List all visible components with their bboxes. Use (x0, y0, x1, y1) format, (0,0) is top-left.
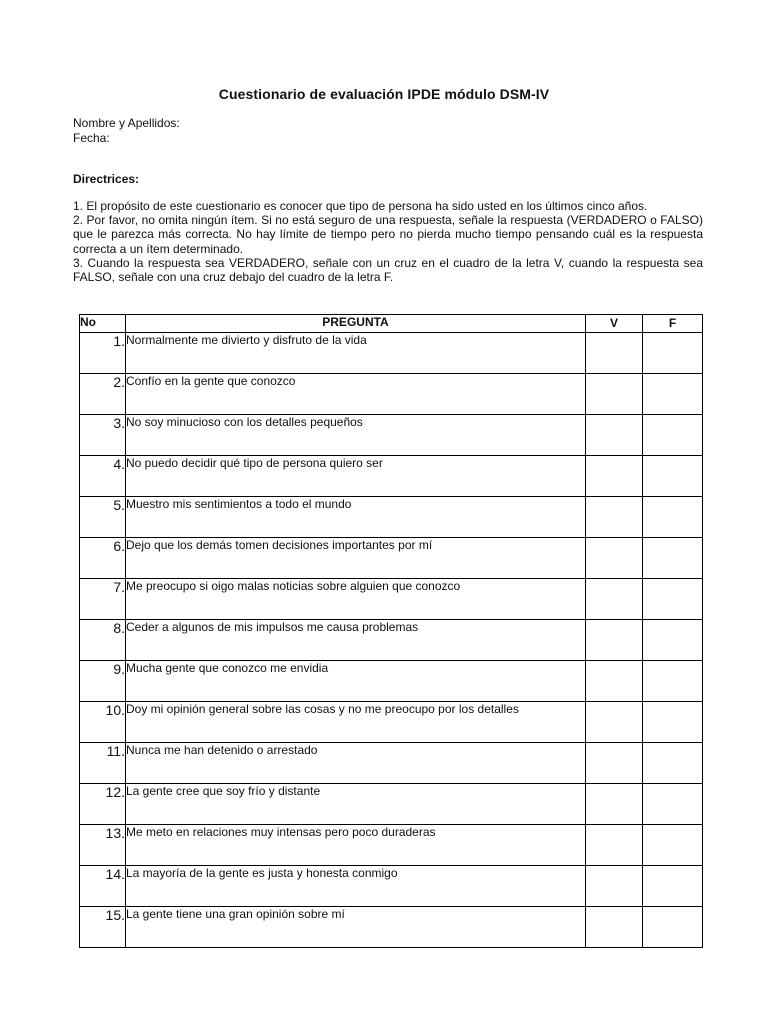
table-row (80, 333, 703, 374)
table-row (80, 374, 703, 415)
false-answer-box[interactable] (643, 579, 703, 620)
question-number: 5. (80, 497, 126, 538)
table-header-row (80, 315, 703, 333)
question-text: La gente cree que soy frío y distante (126, 784, 586, 825)
question-number: 6. (80, 538, 126, 579)
header-question: PREGUNTA (126, 315, 586, 333)
table-row (80, 743, 703, 784)
question-text: Ceder a algunos de mis impulsos me causa problemas (126, 620, 586, 661)
false-answer-box[interactable] (643, 333, 703, 374)
true-answer-box[interactable] (586, 907, 643, 948)
header-true: V (586, 315, 643, 333)
header-no: No (80, 315, 126, 333)
table-row (80, 907, 703, 948)
question-text: No soy minucioso con los detalles pequeños (126, 415, 586, 456)
question-text: Dejo que los demás tomen decisiones importantes por mí (126, 538, 586, 579)
question-number: 2. (80, 374, 126, 415)
question-text: Mucha gente que conozco me envidia (126, 661, 586, 702)
false-answer-box[interactable] (643, 743, 703, 784)
true-answer-box[interactable] (586, 743, 643, 784)
instruction-3: 3. Cuando la respuesta sea VERDADERO, señale con un cruz en el cuadro de la letra V, cuando la respuesta sea FALSO, señale con una cruz debajo del cuadro de la letra F. (73, 255, 703, 285)
table-row (80, 456, 703, 497)
question-text: Normalmente me divierto y disfruto de la vida (126, 333, 586, 374)
table-row (80, 497, 703, 538)
true-answer-box[interactable] (586, 702, 643, 743)
question-text: Me preocupo si oigo malas noticias sobre alguien que conozco (126, 579, 586, 620)
true-answer-box[interactable] (586, 374, 643, 415)
question-text: Confío en la gente que conozco (126, 374, 586, 415)
false-answer-box[interactable] (643, 866, 703, 907)
instruction-2: 2. Por favor, no omita ningún ítem. Si no está seguro de una respuesta, señale la respuesta (VERDADERO o FALSO) que le parezca más correcta. No hay límite de tiempo pero no pierda mucho tiempo pensando cuál es la respuesta correcta a un ítem determinado. (73, 213, 703, 256)
questionnaire-table (79, 314, 703, 948)
table-row (80, 661, 703, 702)
question-number: 8. (80, 620, 126, 661)
question-text: Nunca me han detenido o arrestado (126, 743, 586, 784)
true-answer-box[interactable] (586, 661, 643, 702)
table-row (80, 825, 703, 866)
question-number: 1. (80, 333, 126, 374)
question-number: 11. (80, 743, 126, 784)
table-row (80, 620, 703, 661)
question-text: Muestro mis sentimientos a todo el mundo (126, 497, 586, 538)
true-answer-box[interactable] (586, 866, 643, 907)
question-number: 13. (80, 825, 126, 866)
instructions-block (73, 199, 703, 284)
directives-heading: Directrices: (73, 172, 140, 186)
name-field-label: Nombre y Apellidos: (73, 116, 180, 130)
question-number: 15. (80, 907, 126, 948)
table-row (80, 784, 703, 825)
false-answer-box[interactable] (643, 497, 703, 538)
true-answer-box[interactable] (586, 497, 643, 538)
question-text: Doy mi opinión general sobre las cosas y no me preocupo por los detalles (126, 702, 586, 743)
date-field-label: Fecha: (73, 131, 110, 145)
question-number: 9. (80, 661, 126, 702)
true-answer-box[interactable] (586, 825, 643, 866)
true-answer-box[interactable] (586, 415, 643, 456)
true-answer-box[interactable] (586, 620, 643, 661)
question-number: 12. (80, 784, 126, 825)
question-text: Me meto en relaciones muy intensas pero poco duraderas (126, 825, 586, 866)
false-answer-box[interactable] (643, 825, 703, 866)
question-text: No puedo decidir qué tipo de persona quiero ser (126, 456, 586, 497)
question-number: 3. (80, 415, 126, 456)
true-answer-box[interactable] (586, 538, 643, 579)
false-answer-box[interactable] (643, 907, 703, 948)
question-number: 14. (80, 866, 126, 907)
table-row (80, 702, 703, 743)
false-answer-box[interactable] (643, 538, 703, 579)
false-answer-box[interactable] (643, 456, 703, 497)
table-row (80, 538, 703, 579)
question-number: 10. (80, 702, 126, 743)
false-answer-box[interactable] (643, 374, 703, 415)
question-number: 4. (80, 456, 126, 497)
question-number: 7. (80, 579, 126, 620)
question-text: La gente tiene una gran opinión sobre mí (126, 907, 586, 948)
false-answer-box[interactable] (643, 415, 703, 456)
false-answer-box[interactable] (643, 702, 703, 743)
true-answer-box[interactable] (586, 579, 643, 620)
table-row (80, 866, 703, 907)
false-answer-box[interactable] (643, 784, 703, 825)
instruction-1: 1. El propósito de este cuestionario es conocer que tipo de persona ha sido usted en los últimos cinco años. (73, 199, 648, 213)
true-answer-box[interactable] (586, 456, 643, 497)
table-row (80, 415, 703, 456)
question-text: La mayoría de la gente es justa y honesta conmigo (126, 866, 586, 907)
false-answer-box[interactable] (643, 620, 703, 661)
document-title: Cuestionario de evaluación IPDE módulo DSM-IV (218, 86, 550, 102)
false-answer-box[interactable] (643, 661, 703, 702)
true-answer-box[interactable] (586, 333, 643, 374)
table-row (80, 579, 703, 620)
true-answer-box[interactable] (586, 784, 643, 825)
header-false: F (643, 315, 703, 333)
